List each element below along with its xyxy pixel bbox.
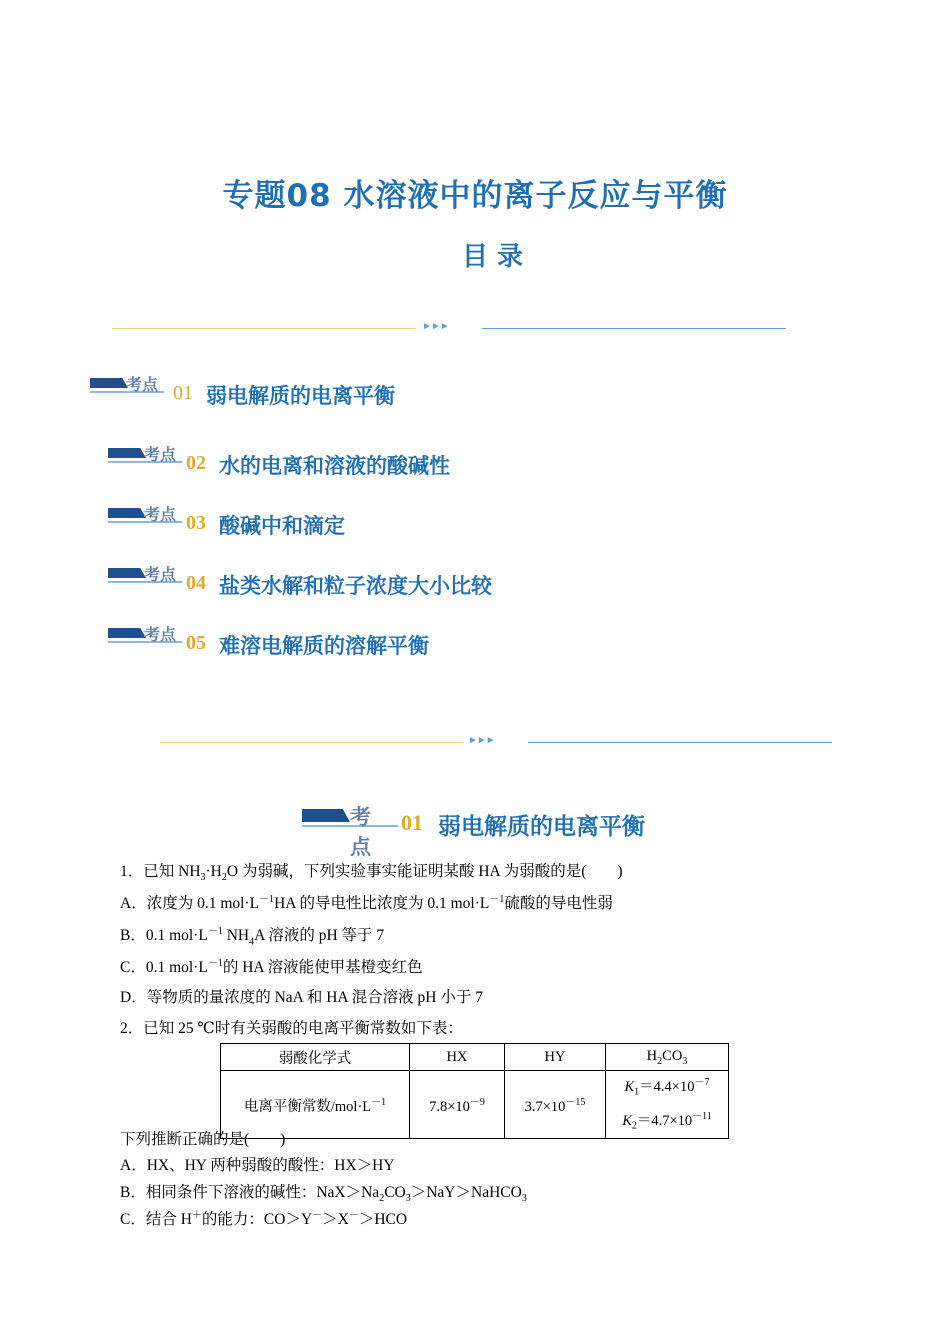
toc-label: 酸碱中和滴定 — [219, 514, 345, 538]
toc-number: 04 — [186, 572, 206, 594]
toc-number: 03 — [186, 512, 206, 534]
toc-number: 05 — [186, 632, 206, 654]
q1-option-c[interactable]: C．0.1 $mol\cdot L^{-1}$的 HA 溶液能使甲基橙变红色 — [120, 958, 423, 977]
badge-icon: 考点 — [108, 504, 186, 526]
table-cell: 电离平衡常数$/mol\cdot L^{-1}$ — [221, 1071, 410, 1139]
q1-option-a[interactable]: A．浓度为 0.1 $mol\cdot L^{-1}HA$ 的导电性比浓度为 0.1 $mol\cdot L^{-1}$硫酸的导电性弱 — [120, 894, 613, 913]
toc-number: 02 — [186, 452, 206, 474]
section-title: 弱电解质的电离平衡 — [438, 814, 645, 840]
q2-option-c[interactable]: C．结合 H＋的能力：CO＞Y－＞X－＞HCO — [120, 1210, 408, 1229]
toc-label: 水的电离和溶液的酸碱性 — [219, 454, 450, 478]
document-title: 专题08 水溶液中的离子反应与平衡 — [222, 178, 728, 214]
ionization-constant-table — [220, 1043, 729, 1139]
q1-stem: 1．已知 $NH_3\cdot H_2O$ 为弱碱，下列实验事实能证明某酸 HA 为弱酸的是( ) — [120, 863, 623, 884]
bottom-divider — [160, 737, 832, 747]
divider-arrows-icon: ►►► — [468, 735, 495, 746]
top-divider — [112, 323, 786, 333]
toc-number: 01 — [173, 382, 193, 404]
badge-icon: 考点 — [350, 804, 371, 859]
q2-ask: 下列推断正确的是( ) — [120, 1131, 286, 1148]
table-header: $H_2CO_3$ — [606, 1044, 729, 1071]
q2-stem: 2．已知 25 ℃时有关弱酸的电离平衡常数如下表： — [120, 1020, 463, 1037]
q2-option-b[interactable]: B．相同条件下溶液的碱性：$NaX>Na_2CO_3>NaY>NaHCO_3$ — [120, 1184, 527, 1205]
table-header: HX — [410, 1044, 505, 1071]
q1-option-d[interactable]: D．等物质的量浓度的 NaA 和 HA 混合溶液 pH 小于 7 — [120, 989, 483, 1006]
toc-label: 难溶电解质的溶解平衡 — [219, 634, 429, 658]
badge-icon: 考点 — [90, 374, 168, 396]
q2-option-a[interactable]: A．HX、HY 两种弱酸的酸性：HX＞HY — [120, 1157, 395, 1174]
table-header: HY — [505, 1044, 606, 1071]
table-cell: $K_1=4.4\times 10^{-7}$ $K_2=4.7\times 10^{-11}$ — [606, 1071, 729, 1139]
badge-icon: 考点 — [108, 624, 186, 646]
toc-heading: 目 录 — [461, 242, 524, 272]
badge-icon: 考点 — [108, 444, 186, 466]
q1-option-b[interactable]: B．0.1 $mol\cdot L^{-1}$ $NH_4A$ 溶液的 pH 等于 7 — [120, 926, 385, 948]
badge-icon: 考点 — [108, 564, 186, 586]
toc-label: 弱电解质的电离平衡 — [206, 384, 395, 408]
table-cell: $3.7\times 10^{-15}$ — [505, 1071, 606, 1139]
toc-label: 盐类水解和粒子浓度大小比较 — [219, 574, 492, 598]
section-number: 01 — [401, 810, 423, 835]
table-cell: $7.8\times 10^{-9}$ — [410, 1071, 505, 1139]
table-header: 弱酸化学式 — [221, 1044, 410, 1071]
divider-arrows-icon: ►►► — [422, 321, 449, 332]
